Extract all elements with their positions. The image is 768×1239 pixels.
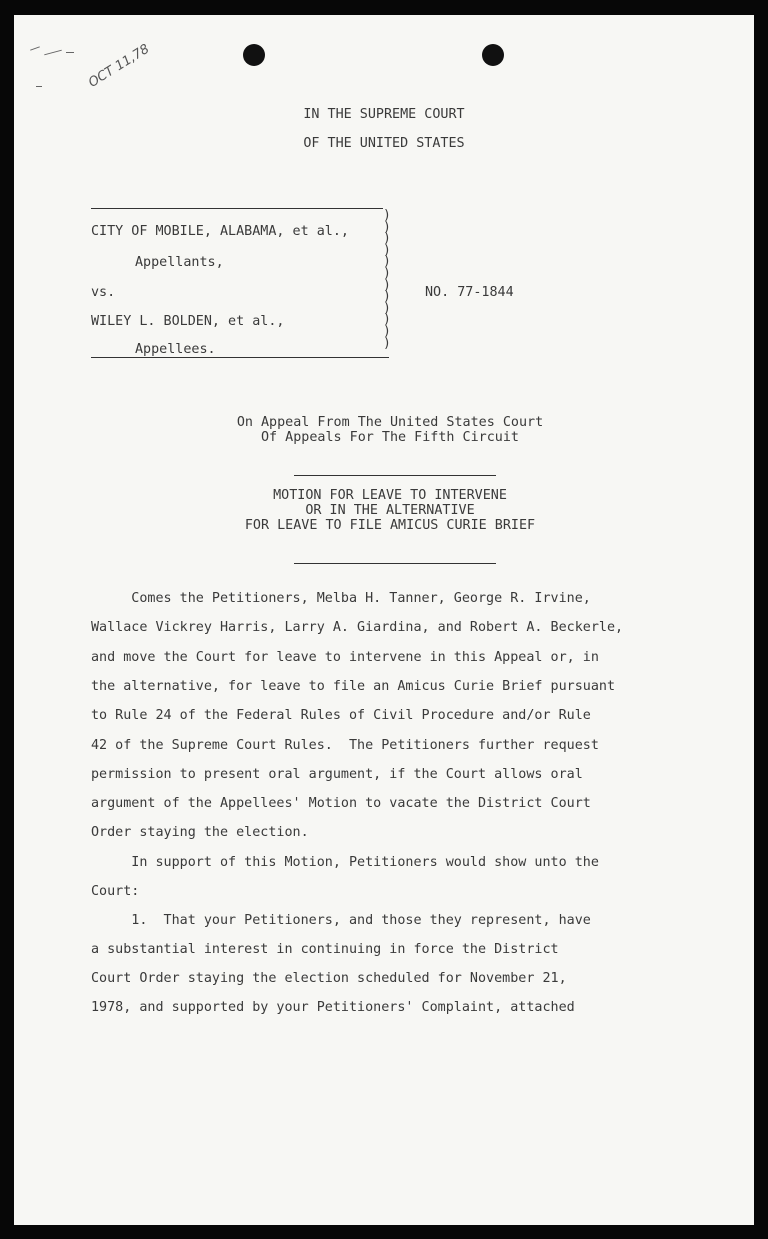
body-line: permission to present oral argument, if the Court allows oral [91,767,583,782]
appeal-line2: Of Appeals For The Fifth Circuit [261,430,519,445]
motion-title-line2: OR IN THE ALTERNATIVE [305,503,475,518]
motion-title-line3: FOR LEAVE TO FILE AMICUS CURIE BRIEF [244,518,536,533]
pencil-mark [66,52,74,53]
caption-role1: Appellants, [135,255,224,270]
case-number: NO. 77-1844 [425,285,514,300]
punch-hole-left [243,44,265,66]
title-top-rule [294,475,496,476]
title-bottom-rule [294,563,496,564]
motion-title-line1: MOTION FOR LEAVE TO INTERVENE [273,488,507,503]
caption-vs: vs. [91,285,116,300]
caption-top-rule [91,208,383,209]
body-line: and move the Court for leave to intervene in this Appeal or, in [91,650,599,665]
pencil-mark [36,86,42,87]
caption-role2: Appellees. [135,342,216,357]
caption-party1: CITY OF MOBILE, ALABAMA, et al., [91,224,349,239]
court-heading-line1: IN THE SUPREME COURT [303,107,465,122]
body-line: Order staying the election. [91,825,309,840]
caption-parentheses: ) ) ) ) ) ) ) ) ) ) ) ) [383,208,391,351]
body-line: Comes the Petitioners, Melba H. Tanner, George R. Irvine, [91,591,591,606]
body-line: to Rule 24 of the Federal Rules of Civil Procedure and/or Rule [91,708,591,723]
body-line: Wallace Vickrey Harris, Larry A. Giardina, and Robert A. Beckerle, [91,620,624,635]
caption-bottom-rule [91,357,389,358]
body-line: Court Order staying the election scheduled for November 21, [91,971,567,986]
body-line: argument of the Appellees' Motion to vacate the District Court [91,796,591,811]
body-line: the alternative, for leave to file an Amicus Curie Brief pursuant [91,679,616,694]
court-heading-line2: OF THE UNITED STATES [303,136,465,151]
body-line: 42 of the Supreme Court Rules. The Petitioners further request [91,738,599,753]
body-line: 1. That your Petitioners, and those they represent, have [91,913,591,928]
body-line: a substantial interest in continuing in force the District [91,942,559,957]
caption-party2: WILEY L. BOLDEN, et al., [91,314,285,329]
body-line: 1978, and supported by your Petitioners' Complaint, attached [91,1000,575,1015]
body-line: Court: [91,884,140,899]
body-line: In support of this Motion, Petitioners would show unto the [91,855,599,870]
handwritten-date: OCT 11,78 [86,41,153,91]
appeal-line1: On Appeal From The United States Court [236,415,544,430]
punch-hole-right [482,44,504,66]
